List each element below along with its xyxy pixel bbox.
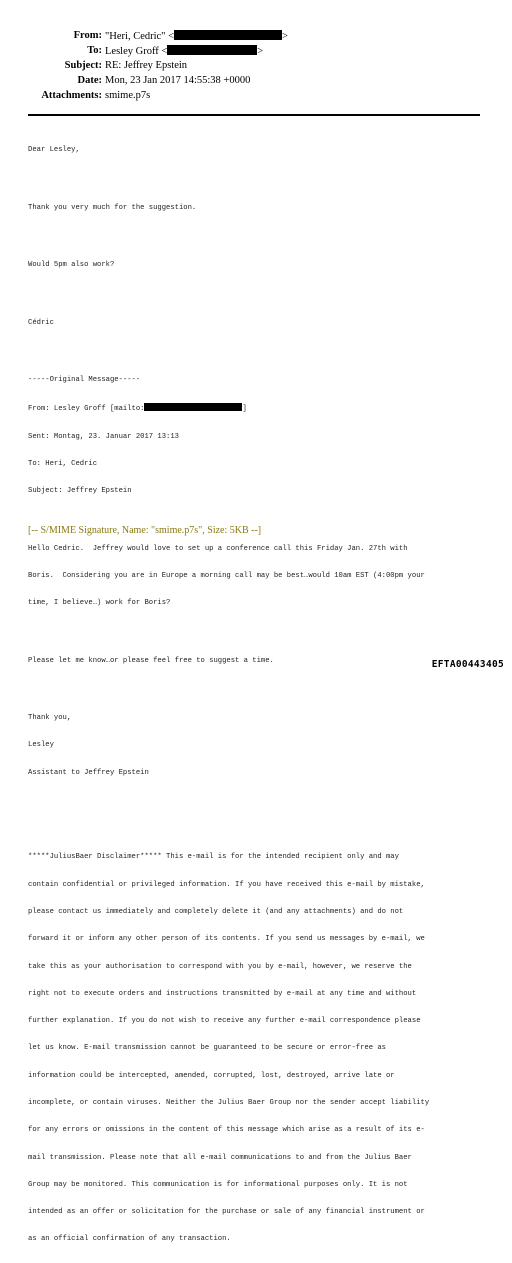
header-date-row bbox=[0, 75, 512, 90]
original-paragraph: Please let me know…or please feel free to suggest a time. bbox=[28, 656, 274, 665]
subject-label: Subject: bbox=[64, 60, 102, 71]
original-divider: -----Original Message----- bbox=[28, 376, 141, 385]
disclaimer-line: forward it or inform any other person of its contents. If you send us messages by e-mail, we bbox=[28, 935, 425, 944]
bates-number: EFTA00443405 bbox=[431, 659, 504, 670]
original-paragraph: Boris. Considering you are in Europe a morning call may be best…would 10am EST (4:00pm your bbox=[28, 571, 425, 580]
disclaimer-line: as an official confirmation of any transaction. bbox=[28, 1235, 231, 1244]
disclaimer-line: *****JuliusBaer Disclaimer***** This e-mail is for the intended recipient only and may bbox=[28, 853, 399, 862]
disclaimer-line: for any errors or omissions in the content of this message which arise as a result of its e- bbox=[28, 1126, 425, 1135]
reply-line: Would 5pm also work? bbox=[28, 261, 115, 270]
redaction-box bbox=[174, 30, 282, 40]
header-from-row bbox=[0, 30, 512, 45]
header-divider bbox=[28, 114, 480, 116]
redaction-box bbox=[144, 403, 242, 411]
disclaimer-line: Group may be monitored. This communication is for informational purposes only. It is not bbox=[28, 1180, 408, 1189]
attachments-value[interactable]: smime.p7s bbox=[105, 90, 151, 101]
original-subject: Subject: Jeffrey Epstein bbox=[28, 487, 132, 496]
disclaimer-line: take this as your authorisation to correspond with you by e-mail, however, we reserve the bbox=[28, 962, 412, 971]
from-value: "Heri, Cedric" < > bbox=[105, 31, 288, 42]
original-to: To: Heri, Cedric bbox=[28, 459, 98, 468]
disclaimer-line: incomplete, or contain viruses. Neither the Julius Baer Group nor the sender accept liability bbox=[28, 1099, 430, 1107]
smime-signature-note: [-- S/MIME Signature, Name: "smime.p7s", Size: 5KB --] bbox=[28, 525, 262, 536]
disclaimer-line: intended as an offer or solicitation for the purchase or sale of any financial instrument or bbox=[28, 1208, 425, 1217]
header-to-row bbox=[0, 45, 512, 60]
disclaimer-line: information could be intercepted, amended, corrupted, lost, destroyed, arrive late or bbox=[28, 1071, 395, 1080]
disclaimer-line: contain confidential or privileged information. If you have received this e-mail by mistake, bbox=[28, 880, 425, 889]
to-label: To: bbox=[87, 45, 102, 56]
redaction-box bbox=[167, 45, 257, 55]
email-body bbox=[28, 128, 490, 1263]
original-thanks: Thank you, bbox=[28, 714, 72, 723]
original-from: From: Lesley Groff [mailto: ] bbox=[28, 405, 247, 414]
attachments-label: Attachments: bbox=[41, 90, 102, 101]
date-label: Date: bbox=[77, 75, 102, 86]
to-value: Lesley Groff < > bbox=[105, 46, 264, 57]
date-value: Mon, 23 Jan 2017 14:55:38 +0000 bbox=[105, 75, 251, 86]
original-paragraph: Hello Cedric. Jeffrey would love to set up a conference call this Friday Jan. 27th with bbox=[28, 544, 408, 553]
original-title: Assistant to Jeffrey Epstein bbox=[28, 768, 149, 777]
reply-signoff: Cédric bbox=[28, 318, 54, 327]
reply-line: Thank you very much for the suggestion. bbox=[28, 203, 197, 212]
original-name: Lesley bbox=[28, 741, 54, 750]
disclaimer-line: please contact us immediately and completely delete it (and any attachments) and do not bbox=[28, 908, 404, 917]
header-attachments-row bbox=[0, 90, 512, 105]
reply-greeting: Dear Lesley, bbox=[28, 146, 80, 155]
original-paragraph: time, I believe…) work for Boris? bbox=[28, 599, 171, 608]
disclaimer-line: let us know. E-mail transmission cannot be guaranteed to be secure or error-free as bbox=[28, 1044, 386, 1053]
email-header bbox=[0, 30, 512, 105]
disclaimer-line: further explanation. If you do not wish to receive any further e-mail correspondence please bbox=[28, 1017, 421, 1026]
disclaimer-line: mail transmission. Please note that all e-mail communications to and from the Julius Baer bbox=[28, 1153, 412, 1162]
original-sent: Sent: Montag, 23. Januar 2017 13:13 bbox=[28, 432, 179, 441]
disclaimer-line: right not to execute orders and instructions transmitted by e-mail at any time and without bbox=[28, 989, 417, 998]
subject-value: RE: Jeffrey Epstein bbox=[105, 60, 188, 71]
from-label: From: bbox=[73, 30, 102, 41]
header-subject-row bbox=[0, 60, 512, 75]
